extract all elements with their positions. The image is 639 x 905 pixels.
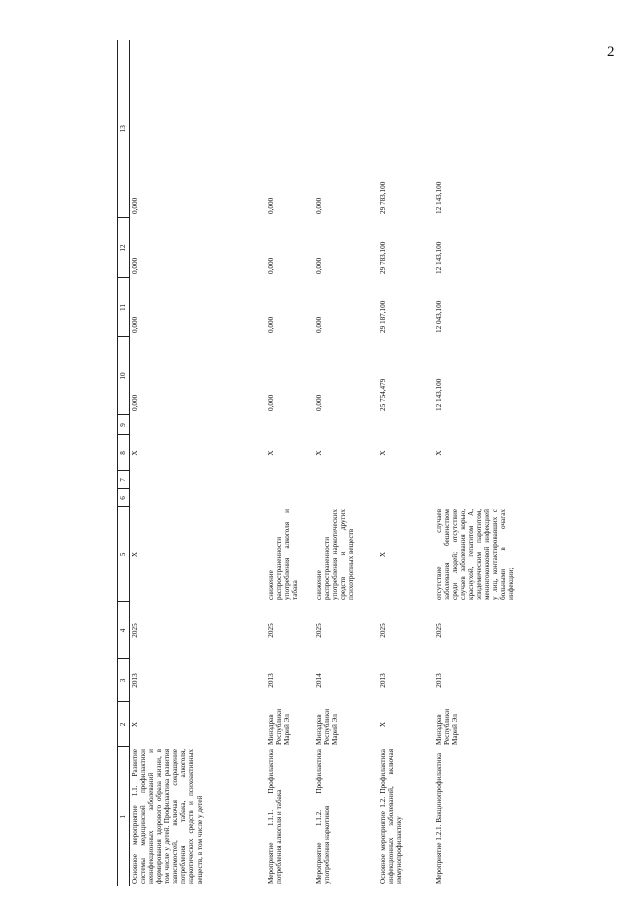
executor: Минздрав Республики Марий Эл <box>314 708 339 745</box>
col-header: 10 <box>118 337 130 415</box>
table-row <box>314 40 378 886</box>
value-13: 0,000 <box>266 197 275 214</box>
value-12: 0,000 <box>131 257 139 274</box>
value-10: 12 143,100 <box>434 378 443 411</box>
start-year: 2014 <box>314 673 323 688</box>
expected-result: снижение распространенности употребления алкоголя и табака <box>266 509 299 600</box>
value-11: 29 187,100 <box>378 300 387 333</box>
cell-7 <box>378 471 434 489</box>
value-10: 0,000 <box>314 394 323 411</box>
expected-result: X <box>131 551 139 558</box>
value-11: 0,000 <box>131 316 139 333</box>
end-year: 2025 <box>434 623 443 638</box>
cell-9 <box>378 415 434 435</box>
cell-9 <box>130 415 266 435</box>
value-10: 25 754,479 <box>378 378 387 411</box>
expected-result: снижение распространенности употребления наркотических средств и других психотропных веществ <box>314 509 355 600</box>
cell-6 <box>378 489 434 507</box>
value-13: 12 143,100 <box>434 181 443 214</box>
col-header: 7 <box>118 471 130 489</box>
cell-8: X <box>434 450 443 456</box>
value-12: 29 783,100 <box>378 241 387 274</box>
col-header: 13 <box>118 40 130 218</box>
start-year: 2013 <box>131 673 139 688</box>
value-13: 29 783,100 <box>378 181 387 214</box>
budget-table <box>117 40 554 886</box>
cell-6 <box>130 489 266 507</box>
col-header: 1 <box>118 747 130 886</box>
value-13: 0,000 <box>314 197 323 214</box>
end-year: 2025 <box>378 623 387 638</box>
cell-8: X <box>131 450 139 456</box>
cell-8: X <box>266 450 275 456</box>
value-10: 0,000 <box>131 394 139 411</box>
col-header: 12 <box>118 218 130 278</box>
col-header: 9 <box>118 415 130 435</box>
measure-name: Мероприятие 1.1.2. Профилактика употребления наркотиков <box>314 749 331 884</box>
cell-6 <box>434 489 554 507</box>
cell-6 <box>266 489 314 507</box>
col-header: 8 <box>118 435 130 471</box>
col-header: 11 <box>118 278 130 337</box>
table-row <box>266 40 314 886</box>
cell-6 <box>314 489 378 507</box>
table-row <box>378 40 434 886</box>
column-number-header-row <box>118 40 130 886</box>
table-row <box>130 40 266 886</box>
measure-name: Основное мероприятие 1.2. Профилактика инфекционных заболеваний, включая иммунопрофилактику <box>378 749 403 884</box>
col-header: 5 <box>118 507 130 602</box>
page-number: 2 <box>607 44 615 60</box>
executor: X <box>131 721 139 728</box>
col-header: 3 <box>118 659 130 702</box>
col-header: 2 <box>118 702 130 747</box>
value-12: 12 143,100 <box>434 241 443 274</box>
end-year: 2025 <box>266 623 275 638</box>
value-11: 0,000 <box>314 316 323 333</box>
measure-name: Мероприятие 1.1.1. Профилактика потребления алкоголя и табака <box>266 749 283 884</box>
value-10: 0,000 <box>266 394 275 411</box>
col-header: 6 <box>118 489 130 507</box>
start-year: 2013 <box>378 673 387 688</box>
executor: Минздрав Республики Марий Эл <box>266 708 291 745</box>
expected-result: отсутствие случаев заболевания бешенством среди людей; отсутствие случаев заболевания корью, краснухой, гепатитом А, эпидемическим паротитом, менингококковой инфекцией у лиц, контактировавших с больными в очагах инфекции; <box>434 509 516 600</box>
value-12: 0,000 <box>314 257 323 274</box>
cell-9 <box>314 415 378 435</box>
executor: Минздрав Республики Марий Эл <box>434 708 459 745</box>
cell-8: X <box>378 450 387 456</box>
expected-result: X <box>378 551 387 558</box>
measure-name: Мероприятие 1.2.1. Вакцинопрофилактика <box>434 752 443 884</box>
cell-7 <box>130 471 266 489</box>
start-year: 2013 <box>434 673 443 688</box>
cell-7 <box>266 471 314 489</box>
end-year: 2025 <box>131 623 139 638</box>
cell-9 <box>434 415 554 435</box>
executor: X <box>378 721 387 728</box>
start-year: 2013 <box>266 673 275 688</box>
value-11: 0,000 <box>266 316 275 333</box>
cell-8: X <box>314 450 323 456</box>
col-header: 4 <box>118 602 130 659</box>
cell-7 <box>434 471 554 489</box>
value-11: 12 043,100 <box>434 300 443 333</box>
rotated-table-container <box>117 40 639 886</box>
value-13: 0,000 <box>131 197 139 214</box>
end-year: 2025 <box>314 623 323 638</box>
table-row <box>434 40 554 886</box>
measure-name: Основное мероприятие 1.1. Развитие системы медицинской профилактики неинфекционных заболеваний и формирования здорового образа жизни, в том числе у детей. Профилактика развития зависимостей, включая сокращение потребления табака, алкоголя, наркотических средств и психоактивных веществ, в том числе у детей <box>131 749 204 884</box>
value-12: 0,000 <box>266 257 275 274</box>
cell-9 <box>266 415 314 435</box>
cell-7 <box>314 471 378 489</box>
